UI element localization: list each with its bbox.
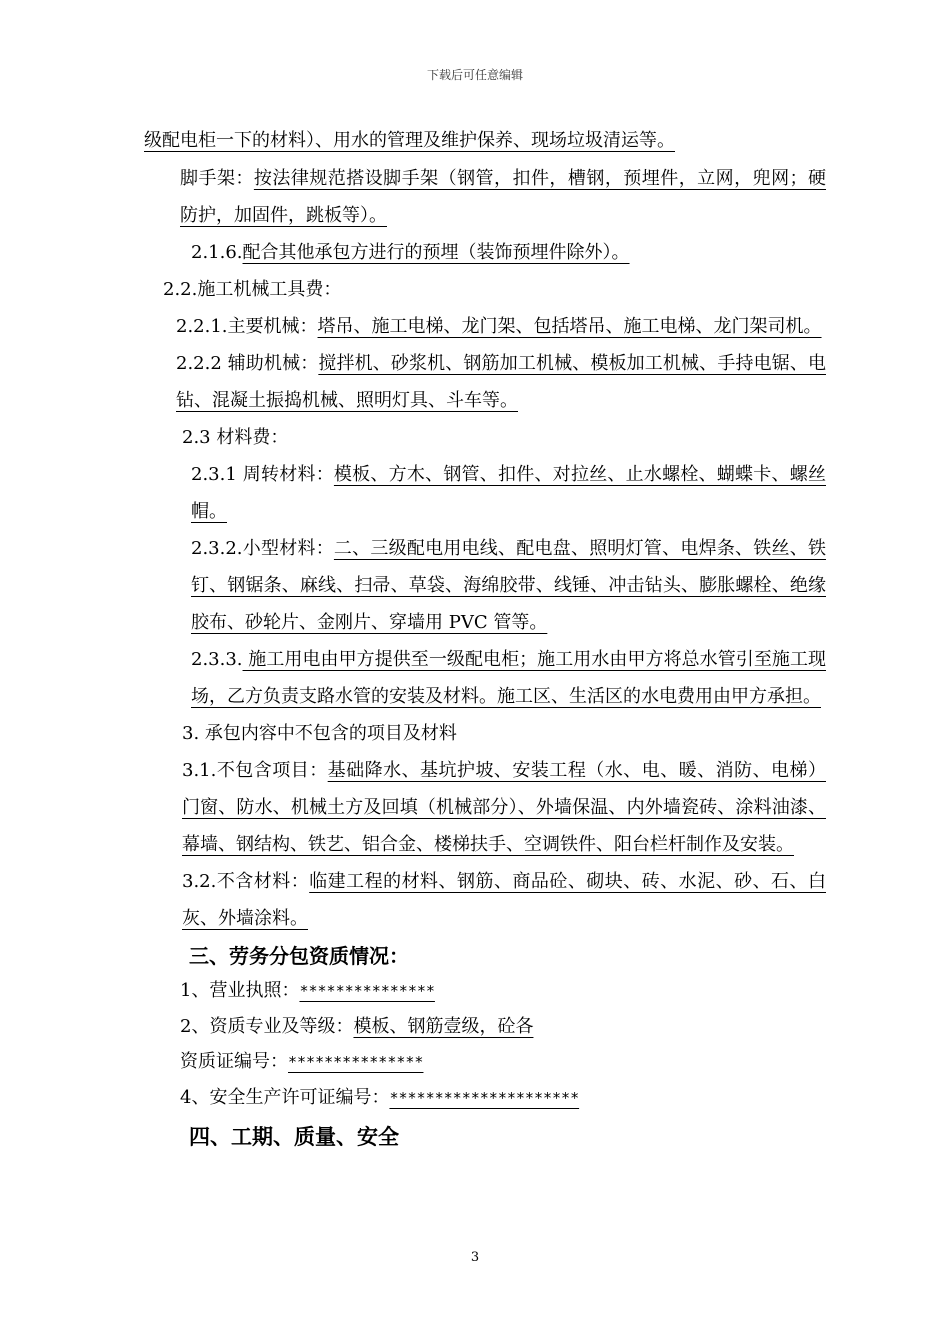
document-body bbox=[144, 122, 826, 1154]
qualification-label: 资质证编号： bbox=[180, 1051, 288, 1072]
paragraph-2-2-2 bbox=[144, 345, 826, 419]
paragraph-2-2-1 bbox=[144, 308, 826, 345]
paragraph-text: 基础降水、基坑护坡、安装工程（水、电、暖、消防、电梯）门窗、防水、机械土方及回填（机械部分）、外墙保温、内外墙瓷砖、涂料油漆、幕墙、钢结构、铁艺、铝合金、楼梯扶手、空调铁件、阳台栏杆制作及安装。 bbox=[182, 760, 826, 855]
paragraph-3 bbox=[144, 715, 826, 752]
paragraph-text: 2.3 材料费： bbox=[182, 427, 289, 448]
paragraph-text: 2.2.施工机械工具费： bbox=[163, 279, 342, 300]
paragraph-label: 3.2.不含材料： bbox=[182, 871, 310, 892]
paragraph-text: 施工用电由甲方提供至一级配电柜；施工用水由甲方将总水管引至施工现场，乙方负责支路水管的安装及材料。施工区、生活区的水电费用由甲方承担。 bbox=[191, 649, 826, 707]
paragraph-label: 2.3.3. bbox=[191, 649, 243, 670]
paragraph-label: 3.1.不包含项目： bbox=[182, 760, 328, 781]
paragraph-label: 2.3.2.小型材料： bbox=[191, 538, 334, 559]
qualification-label: 2、资质专业及等级： bbox=[180, 1016, 354, 1037]
paragraph-electric-water bbox=[144, 122, 826, 159]
paragraph-label: 2.2.1.主要机械： bbox=[176, 316, 318, 337]
paragraph-2-1-6 bbox=[144, 234, 826, 271]
qualification-label: 1、营业执照： bbox=[180, 980, 300, 1001]
qualification-value: ********************* bbox=[389, 1089, 580, 1107]
paragraph-2-3-3 bbox=[144, 641, 826, 715]
paragraph-text: 按法律规范搭设脚手架（钢管，扣件，槽钢，预埋件，立网，兜网；硬防护，加固件，跳板等）。 bbox=[180, 168, 827, 226]
paragraph-3-1 bbox=[144, 752, 826, 863]
paragraph-text: 配合其他承包方进行的预埋（装饰预埋件除外）。 bbox=[242, 242, 630, 263]
paragraph-label: 脚手架： bbox=[180, 168, 254, 189]
paragraph-2-2 bbox=[144, 271, 826, 308]
qualification-value: *************** bbox=[288, 1053, 424, 1071]
qualification-safety-license bbox=[144, 1080, 826, 1116]
qualification-business-license bbox=[144, 973, 826, 1009]
qualification-value: *************** bbox=[299, 982, 435, 1000]
paragraph-text: 搅拌机、砂浆机、钢筋加工机械、模板加工机械、手持电锯、电钻、混凝土振捣机械、照明灯具、斗车等。 bbox=[176, 353, 826, 411]
qualification-value: 模板、钢筋壹级，砼各 bbox=[353, 1016, 534, 1037]
qualification-label: 4、安全生产许可证编号： bbox=[180, 1087, 390, 1108]
paragraph-scaffolding bbox=[144, 160, 826, 234]
paragraph-2-3-1 bbox=[144, 456, 826, 530]
qualification-certificate-number bbox=[144, 1044, 826, 1080]
page-number: 3 bbox=[470, 1250, 480, 1265]
paragraph-text: 临建工程的材料、钢筋、商品砼、砌块、砖、水泥、砂、石、白灰、外墙涂料。 bbox=[182, 871, 826, 929]
paragraph-text: 模板、方木、钢管、扣件、对拉丝、止水螺栓、蝴蝶卡、螺丝帽。 bbox=[191, 464, 826, 522]
paragraph-text: 3. 承包内容中不包含的项目及材料 bbox=[182, 723, 457, 744]
paragraph-label: 2.1.6. bbox=[191, 242, 243, 263]
qualification-grade bbox=[144, 1009, 826, 1044]
paragraph-text: 塔吊、施工电梯、龙门架、包括塔吊、施工电梯、龙门架司机。 bbox=[317, 316, 822, 337]
section-heading-qualification: 三、劳务分包资质情况： bbox=[189, 944, 409, 968]
paragraph-2-3 bbox=[144, 419, 826, 456]
paragraph-text: 二、三级配电用电线、配电盘、照明灯管、电焊条、铁丝、铁钉、钢锯条、麻线、扫帚、草袋、海绵胶带、线锤、冲击钻头、膨胀螺栓、绝缘胶布、砂轮片、金刚片、穿墙用 PVC 管等。 bbox=[191, 538, 826, 633]
section-heading-schedule: 四、工期、质量、安全 bbox=[189, 1125, 399, 1149]
paragraph-label: 2.3.1 周转材料： bbox=[191, 464, 334, 485]
page-header: 下载后可任意编辑 bbox=[426, 68, 523, 82]
paragraph-2-3-2 bbox=[144, 530, 826, 641]
paragraph-3-2 bbox=[144, 863, 826, 937]
paragraph-text: 级配电柜一下的材料）、用水的管理及维护保养、现场垃圾清运等。 bbox=[144, 130, 675, 151]
paragraph-label: 2.2.2 辅助机械： bbox=[176, 353, 319, 374]
